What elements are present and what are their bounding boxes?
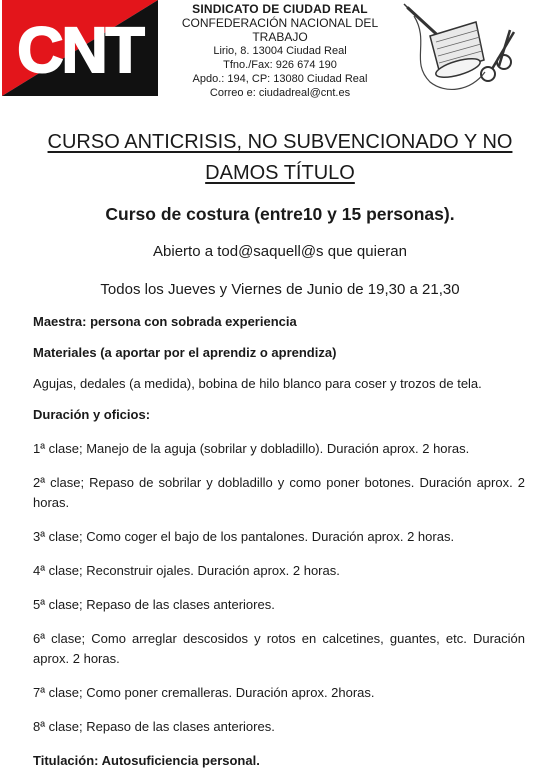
teacher-line: Maestra: persona con sobrada experiencia [33,314,297,329]
address: Lirio, 8. 13004 Ciudad Real [213,45,347,57]
union-name: SINDICATO DE CIUDAD REAL [192,2,368,16]
course-details [33,312,525,771]
schedule-text: Todos los Jueves y Viernes de Junio de 19,30 a 21,30 [100,281,460,298]
thimble-needle-scissors-icon [400,2,518,94]
open-to-text: Abierto a tod@saquell@s que quieran [153,243,407,260]
materials-heading: Materiales (a aportar por el aprendiz o aprendiza) [33,345,337,360]
letterhead [160,2,400,100]
cnt-logo-text: CNT [17,14,143,86]
phone: Tfno./Fax: 926 674 190 [223,59,337,71]
headline [30,127,530,189]
class-item-2: 2ª clase; Repaso de sobrilar y dobladillo y como poner botones. Duración aprox. 2 horas. [33,475,525,510]
materials-list: Agujas, dedales (a medida), bobina de hilo blanco para coser y trozos de tela. [33,376,482,391]
certification-line: Titulación: Autosuficiencia personal. [33,753,260,768]
class-item-4: 4ª clase; Reconstruir ojales. Duración aprox. 2 horas. [33,563,340,578]
po-box: Apdo.: 194, CP: 13080 Ciudad Real [192,73,368,85]
course-title: Curso de costura (entre10 y 15 personas). [105,204,455,224]
duration-heading: Duración y oficios: [33,407,151,422]
email: Correo e: ciudadreal@cnt.es [209,87,351,99]
class-item-7: 7ª clase; Como poner cremalleras. Duración aprox. 2horas. [33,685,375,700]
class-item-1: 1ª clase; Manejo de la aguja (sobrilar y dobladillo). Duración aprox. 2 horas. [33,441,470,456]
headline-line-1: CURSO ANTICRISIS, NO SUBVENCIONADO Y NO [47,131,513,153]
class-item-6: 6ª clase; Como arreglar descosidos y rotos en calcetines, guantes, etc. Duración aprox. 2 horas. [33,631,525,666]
class-item-8: 8ª clase; Repaso de las clases anteriores. [33,719,275,734]
class-item-3: 3ª clase; Como coger el bajo de los pantalones. Duración aprox. 2 horas. [33,529,455,544]
cnt-logo-graphic [2,0,158,96]
confederation-name: CONFEDERACIÓN NACIONAL DEL TRABAJO [181,16,379,44]
cnt-logo [2,0,158,96]
class-item-5: 5ª clase; Repaso de las clases anteriores. [33,597,275,612]
headline-line-2: DAMOS TÍTULO [205,162,355,184]
